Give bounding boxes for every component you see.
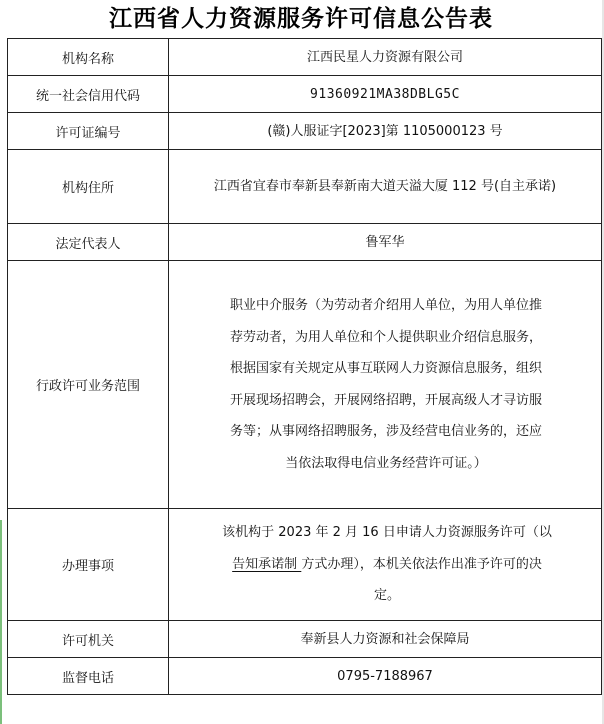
label-business-scope: 行政许可业务范围 [8,261,169,509]
table-row [8,261,602,509]
value-org-name: 江西民星人力资源有限公司 [169,39,602,76]
label-authority: 许可机关 [8,621,169,658]
license-info-table [7,38,602,695]
matter-text-method: 告知承诺制 [232,556,302,572]
label-matter: 办理事项 [8,509,169,621]
table-row [8,658,602,695]
table-row [8,621,602,658]
label-legal-rep: 法定代表人 [8,224,169,261]
value-matter [169,509,602,621]
table-row [8,39,602,76]
matter-text-post: 方式办理），本机关依法作出准予许可的决定。 [301,556,542,604]
table-row [8,150,602,224]
label-address: 机构住所 [8,150,169,224]
label-org-name: 机构名称 [8,39,169,76]
document-title: 江西省人力资源服务许可信息公告表 [109,6,493,32]
value-phone: 0795-7188967 [169,658,602,695]
label-credit-code: 统一社会信用代码 [8,76,169,113]
table-row [8,509,602,621]
table-row [8,76,602,113]
value-legal-rep: 鲁军华 [169,224,602,261]
value-business-scope: 职业中介服务（为劳动者介绍用人单位，为用人单位推荐劳动者，为用人单位和个人提供职业介绍信息服务，根据国家有关规定从事互联网人力资源信息服务，组织开展现场招聘会，开展网络招聘，开展高级人才寻访服务等；从事网络招聘服务，涉及经营电信业务的，还应当依法取得电信业务经营许可证。） [169,261,602,509]
matter-text-pre: 该机构于 2023 年 2 月 16 日申请人力资源服务许可（以 [222,525,552,541]
label-phone: 监督电话 [8,658,169,695]
value-license-no: (赣)人服证字[2023]第 1105000123 号 [169,113,602,150]
row-selection-marker [0,520,2,724]
table-row [8,113,602,150]
table-row [8,224,602,261]
label-license-no: 许可证编号 [8,113,169,150]
value-credit-code: 91360921MA38DBLG5C [169,76,602,113]
value-authority: 奉新县人力资源和社会保障局 [169,621,602,658]
value-address: 江西省宜春市奉新县奉新南大道天溢大厦 112 号(自主承诺) [169,150,602,224]
